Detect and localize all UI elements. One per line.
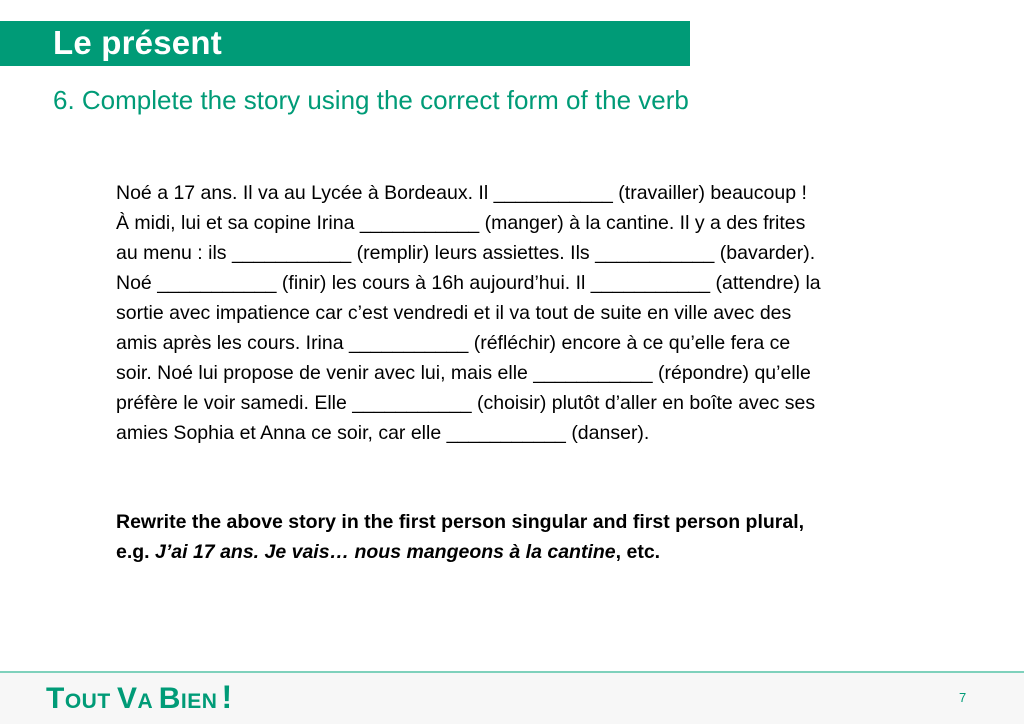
instruction-line-2	[116, 537, 976, 567]
story-line: soir. Noé lui propose de venir avec lui, mais elle ___________ (répondre) qu’elle	[116, 362, 811, 384]
story-line: au menu : ils ___________ (remplir) leurs assiettes. Ils ___________ (bavarder).	[116, 242, 816, 264]
story-line: amies Sophia et Anna ce soir, car elle ___________ (danser).	[116, 422, 650, 444]
rewrite-instruction	[116, 507, 976, 567]
page-title: Le présent	[53, 24, 222, 61]
story-line: Noé a 17 ans. Il va au Lycée à Bordeaux. Il ___________ (travailler) beaucoup !	[116, 182, 807, 204]
instruction-prefix: e.g.	[116, 541, 156, 563]
instruction-example: J’ai 17 ans. Je vais… nous mangeons à la cantine	[155, 541, 616, 563]
story-line: préfère le voir samedi. Elle ___________ (choisir) plutôt d’aller en boîte avec ses	[116, 392, 816, 414]
story-text	[116, 178, 936, 448]
instruction-line-1: Rewrite the above story in the first person singular and first person plural,	[116, 511, 805, 533]
story-line: Noé ___________ (finir) les cours à 16h aujourd’hui. Il ___________ (attendre) la	[116, 272, 821, 294]
story-line: amis après les cours. Irina ___________ (réfléchir) encore à ce qu’elle fera ce	[116, 332, 791, 354]
instruction-suffix: , etc.	[615, 541, 661, 563]
page-number: 7	[959, 690, 967, 705]
story-line: sortie avec impatience car c’est vendredi et il va tout de suite en ville avec des	[116, 302, 792, 324]
story-line: À midi, lui et sa copine Irina ___________ (manger) à la cantine. Il y a des frites	[116, 212, 806, 234]
footer-divider	[0, 671, 1024, 673]
exercise-heading: 6. Complete the story using the correct form of the verb	[53, 85, 689, 115]
tout-va-bien-logo: TOUT VA BIEN !	[46, 679, 233, 715]
